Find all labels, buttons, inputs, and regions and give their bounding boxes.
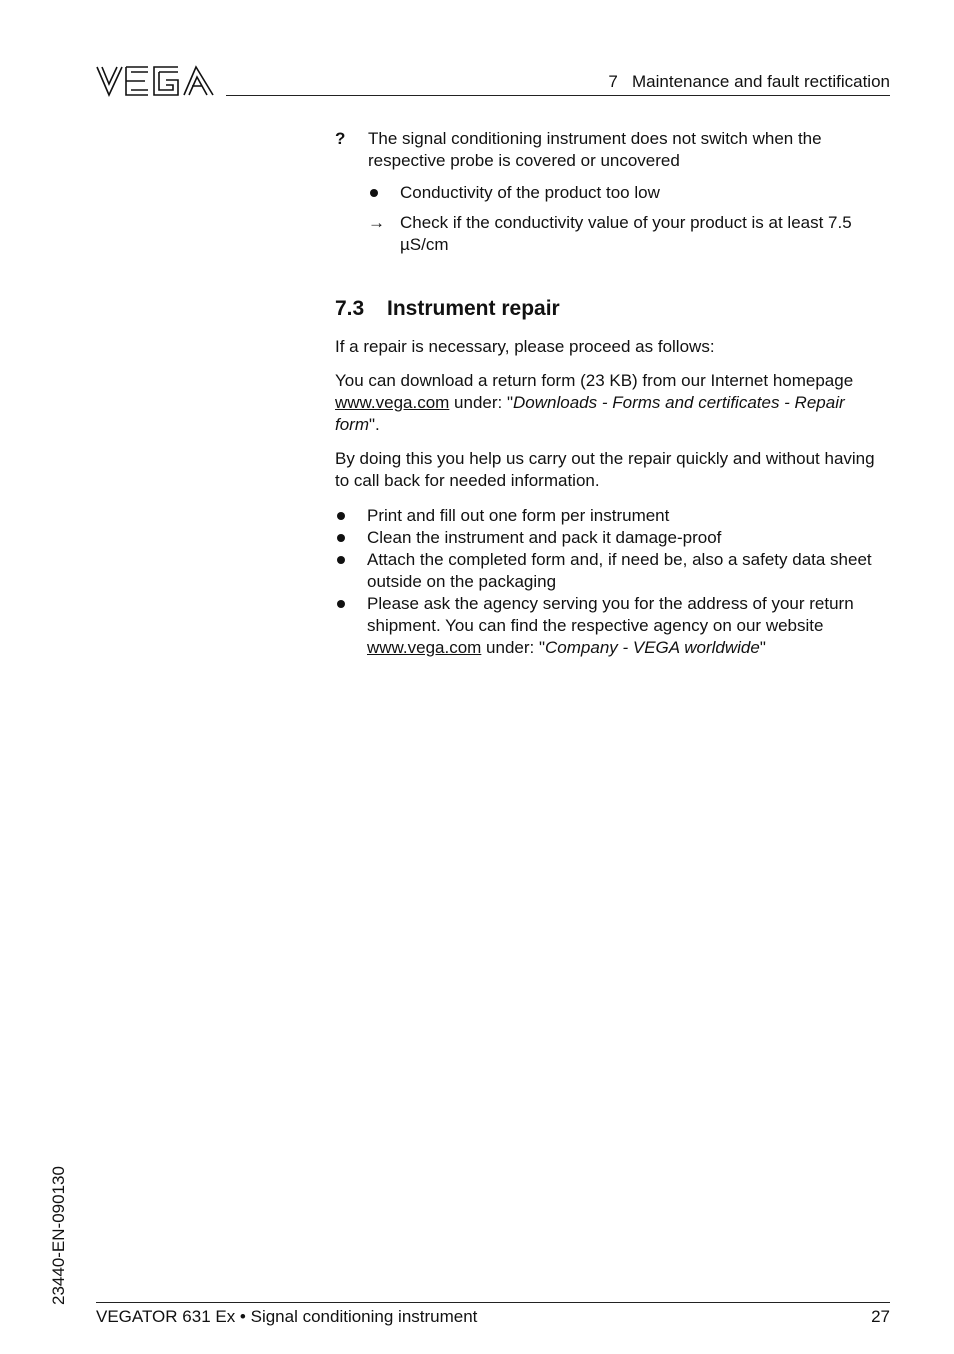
section-title: Instrument repair xyxy=(387,297,560,320)
cause-text: Conductivity of the product too low xyxy=(400,183,660,202)
list-item-text: Please ask the agency serving you for the address of your return shipment. You can find the respective agency on our website xyxy=(367,594,854,635)
list-item-text: Clean the instrument and pack it damage-proof xyxy=(367,528,722,547)
running-header: 7 Maintenance and fault rectification xyxy=(608,72,890,91)
main-content xyxy=(335,128,893,659)
help-paragraph: By doing this you help us carry out the repair quickly and without having to call back for needed information. xyxy=(335,449,875,490)
download-end: ". xyxy=(369,415,380,434)
question-mark: ? xyxy=(335,129,346,148)
section-heading xyxy=(335,296,893,322)
list-item xyxy=(335,505,893,527)
fault-question xyxy=(335,128,893,172)
download-under: under: " xyxy=(449,393,514,412)
download-path: Downloads - Forms and certificates - Repair form xyxy=(335,393,845,434)
agency-path: Company - VEGA worldwide xyxy=(545,638,760,657)
remedy-text: Check if the conductivity value of your product is at least 7.5 µS/cm xyxy=(400,213,852,254)
list-item-text: Attach the completed form and, if need be, also a safety data sheet outside on the packaging xyxy=(367,550,872,591)
footer-rule xyxy=(96,1302,890,1303)
footer-title: VEGATOR 631 Ex • Signal conditioning instrument xyxy=(96,1307,478,1326)
page-number: 27 xyxy=(871,1307,890,1326)
vega-logo xyxy=(96,64,214,98)
vega-website-link[interactable]: www.vega.com xyxy=(335,393,450,412)
fault-remedy xyxy=(335,212,893,256)
download-paragraph xyxy=(335,370,893,436)
header-rule xyxy=(226,95,890,96)
bullet-icon xyxy=(370,189,378,197)
bullet-icon xyxy=(337,600,345,608)
bullet-icon xyxy=(337,556,345,564)
list-item-end: " xyxy=(759,638,766,657)
vega-website-link[interactable]: www.vega.com xyxy=(367,638,482,657)
list-item xyxy=(335,527,893,549)
intro-paragraph: If a repair is necessary, please proceed as follows: xyxy=(335,337,715,356)
download-text: You can download a return form (23 KB) from our Internet homepage xyxy=(335,371,854,390)
question-text: The signal conditioning instrument does not switch when the respective probe is covered or uncovered xyxy=(368,129,822,170)
list-item-text: Print and fill out one form per instrument xyxy=(367,506,670,525)
document-code: 23440-EN-090130 xyxy=(49,1166,68,1305)
arrow-right-icon: → xyxy=(368,213,385,232)
bullet-icon xyxy=(337,534,345,542)
list-item-under: under: " xyxy=(481,638,546,657)
repair-steps-list xyxy=(335,505,893,659)
fault-cause xyxy=(335,182,893,204)
section-number: 7.3 xyxy=(335,297,365,320)
list-item xyxy=(335,593,893,659)
bullet-icon xyxy=(337,512,345,520)
list-item xyxy=(335,549,893,593)
